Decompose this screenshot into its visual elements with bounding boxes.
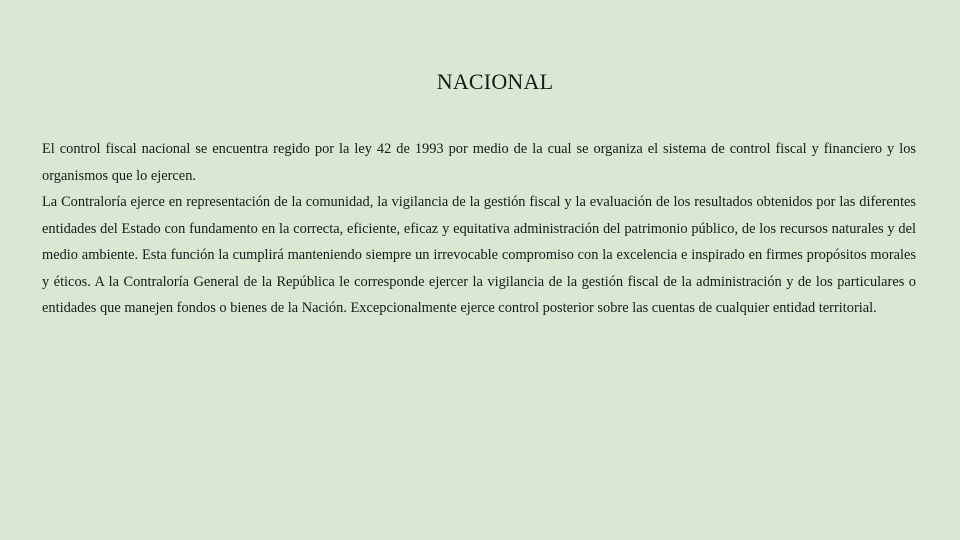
paragraph-ley-42: El control fiscal nacional se encuentra regido por la ley 42 de 1993 por medio de la cual se organiza el sistema de control fiscal y financiero y los organismos que lo ejercen. [42, 141, 916, 184]
paragraph-contraloria: La Contraloría ejerce en representación de la comunidad, la vigilancia de la gestión fiscal y la evaluación de los resultados obtenidos por las diferentes entidades del Estado con fundamento en la correcta, eficiente, eficaz y equitativa administración del patrimonio público, de los recursos naturales y del medio ambiente. Esta función la cumplirá manteniendo siempre un irrevocable compromiso con la excelencia e inspirado en firmes propósitos morales y éticos. A la Contraloría General de la República le corresponde ejercer la vigilancia de la gestión fiscal de la administración y de los particulares o entidades que manejen fondos o bienes de la Nación. Excepcionalmente ejerce control posterior sobre las cuentas de cualquier entidad territorial. [42, 194, 916, 316]
slide-title: NACIONAL [436, 69, 554, 94]
slide-body [42, 136, 916, 322]
